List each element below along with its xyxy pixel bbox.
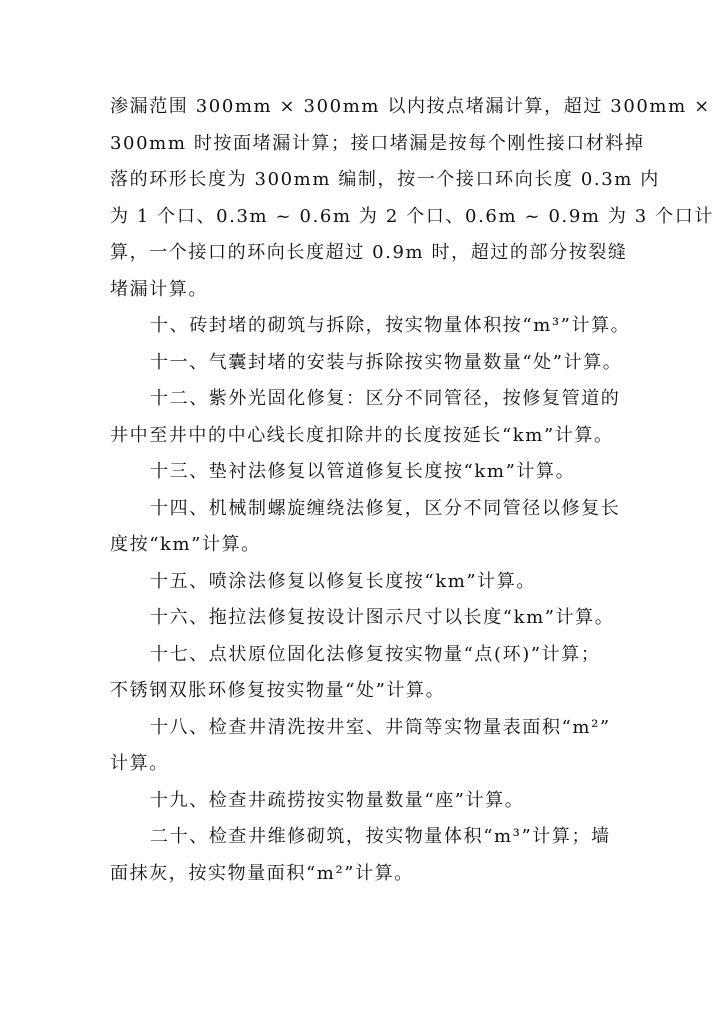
text-line: 十、砖封堵的砌筑与拆除，按实物量体积按“m³”计算。 [150,315,631,336]
document-body [110,89,714,892]
paragraph-item-14 [110,491,621,564]
paragraph-item-13 [110,454,615,491]
text-line: 计算。 [110,753,169,774]
paragraph-item-15 [110,564,615,601]
text-line: 为 1 个口、0.3m ~ 0.6m 为 2 个口、0.6m ~ 0.9m 为 3 个口计 [110,205,714,227]
text-line: 渗漏范围 300mm × 300mm 以内按点堵漏计算，超过 300mm × [110,96,711,117]
text-line: 十三、垫衬法修复以管道修复长度按“km”计算。 [150,461,576,482]
text-line: 十九、检查井疏捞按实物量数量“座”计算。 [150,789,525,811]
text-line: 堵漏计算。 [110,278,208,300]
text-line: 十五、喷涂法修复以修复长度按“km”计算。 [150,570,536,592]
text-line: 十二、紫外光固化修复：区分不同管径，按修复管道的 [150,388,621,409]
text-line: 面抹灰，按实物量面积“m²”计算。 [110,862,414,884]
paragraph-leak-continued [110,89,714,308]
text-line: 十七、点状原位固化法修复按实物量“点(环)”计算； [150,643,601,665]
paragraph-item-11 [110,345,623,382]
paragraph-item-19 [110,783,615,820]
paragraph-item-17 [110,637,615,710]
paragraph-item-16 [110,600,615,637]
text-line: 300mm 时按面堵漏计算；接口堵漏是按每个刚性接口材料掉 [110,132,645,154]
paragraph-item-20 [110,819,615,892]
paragraph-item-12 [110,381,621,454]
text-line: 度按“km”计算。 [110,534,261,555]
text-line: 井中至井中的中心线长度扣除井的长度按延长“km”计算。 [110,424,614,446]
text-line: 算，一个接口的环向长度超过 0.9m 时，超过的部分按裂缝 [110,242,628,263]
text-line: 落的环形长度为 300mm 编制，按一个接口环向长度 0.3m 内 [110,169,660,190]
text-line: 不锈钢双胀环修复按实物量“处”计算。 [110,680,446,701]
paragraph-item-10 [110,308,631,345]
paragraph-item-18 [110,710,615,783]
text-line: 十一、气囊封堵的安装与拆除按实物量数量“处”计算。 [150,351,623,373]
text-line: 二十、检查井维修砌筑，按实物量体积“m³”计算；墙 [150,826,611,847]
text-line: 十六、拖拉法修复按设计图示尺寸以长度“km”计算。 [150,607,615,628]
text-line: 十四、机械制螺旋缠绕法修复，区分不同管径以修复长 [150,497,621,519]
text-line: 十八、检查井清洗按井室、井筒等实物量表面积“m²” [150,716,611,738]
